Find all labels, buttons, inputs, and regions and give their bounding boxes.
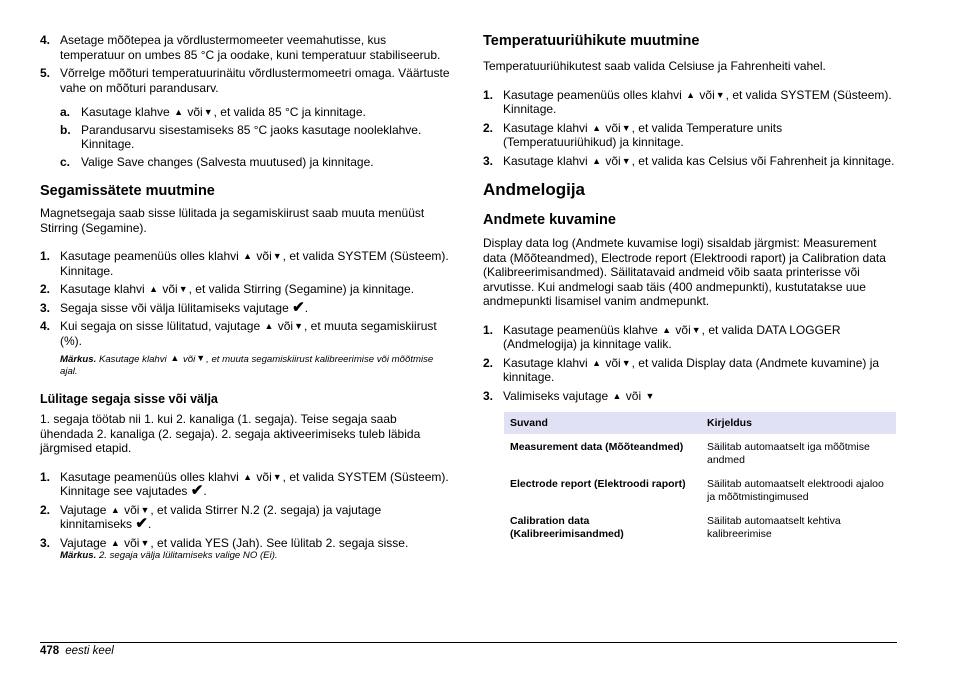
up-arrow-icon: ▲	[243, 251, 253, 261]
list-item: 2. Vajutage ▲ või▼, et valida Stirrer N.2 (2. segaja) ja vajutage kinnitamiseks ✔.	[40, 502, 382, 532]
table-header: Kirjeldus	[701, 412, 896, 434]
list-item: 3. Kasutage klahvi ▲ või▼, et valida kas Celsius või Fahrenheit ja kinnitage.	[483, 153, 895, 168]
sub-list-item: a. Kasutage klahve ▲ või▼, et valida 85 °C ja kinnitage.	[60, 105, 366, 119]
down-arrow-icon: ▼	[621, 357, 631, 368]
up-arrow-icon: ▲	[264, 321, 274, 331]
page-number: 478	[40, 645, 60, 657]
list-item: 4. Asetage mõõtepea ja võrdlustermomeeter veemahutisse, kus temperatuur on umbes 85 °C ja oodake, kuni temperatuur stabiliseerub.	[40, 33, 441, 62]
up-arrow-icon: ▲	[662, 324, 672, 335]
down-arrow-icon: ▼	[715, 89, 725, 100]
temperature-intro: Temperatuuriühikutest saab valida Celsiuse ja Fahrenheiti vahel.	[483, 59, 826, 73]
footer-divider	[40, 642, 897, 643]
down-arrow-icon: ▼	[621, 155, 631, 166]
up-arrow-icon: ▲	[149, 284, 158, 294]
table-cell: Calibration data (Kalibreerimisandmed)	[510, 515, 624, 540]
note: Märkus. Kasutage klahvi ▲ või▼, et muuta segamiskiirust kalibreerimise või mõõtmise ajal.	[60, 353, 434, 377]
up-arrow-icon: ▲	[686, 89, 696, 100]
list-item: 1. Kasutage peamenüüs olles klahvi ▲ või▼, et valida SYSTEM (Süsteem). Kinnitage see vajutades ✔.	[40, 469, 449, 499]
down-arrow-icon: ▼	[294, 321, 304, 331]
list-item: 5. Võrrelge mõõturi temperatuurinäitu võrdlustermomeetri omaga. Väärtuste vahe on mõõturi parandusarv.	[40, 66, 450, 95]
sub-list-item: b. Parandusarvu sisestamiseks 85 °C jaoks kasutage nooleklahve. Kinnitage.	[60, 122, 422, 151]
check-icon: ✔	[190, 482, 204, 499]
list-item: 2. Kasutage klahvi ▲ või▼, et valida Stirring (Segamine) ja kinnitage.	[40, 282, 415, 296]
left-column	[40, 33, 450, 562]
list-item: 1. Kasutage peamenüüs olles klahvi ▲ või▼, et valida SYSTEM (Süsteem). Kinnitage.	[483, 87, 892, 116]
up-arrow-icon: ▲	[174, 107, 183, 117]
up-arrow-icon: ▲	[592, 357, 601, 368]
table-cell: Säilitab automaatselt kehtiva kalibreerimise	[707, 515, 841, 540]
down-arrow-icon: ▼	[621, 122, 631, 133]
table-header: Suvand	[504, 412, 701, 434]
table-cell: Electrode report (Elektroodi raport)	[510, 478, 686, 490]
up-arrow-icon: ▲	[170, 353, 180, 363]
table-header-row	[504, 412, 896, 434]
up-arrow-icon: ▲	[612, 390, 622, 401]
list-item: 1. Kasutage peamenüüs olles klahvi ▲ või▼, et valida SYSTEM (Süsteem). Kinnitage.	[40, 249, 449, 278]
list-item: 4. Kui segaja on sisse lülitatud, vajutage ▲ või▼, et muuta segamiskiirust (%).	[40, 319, 437, 348]
down-arrow-icon: ▼	[272, 251, 282, 261]
right-column	[483, 33, 897, 545]
list-item: 3. Segaja sisse või välja lülitamiseks vajutage ✔.	[40, 298, 309, 316]
down-arrow-icon: ▼	[203, 107, 213, 117]
down-arrow-icon: ▼	[645, 390, 655, 401]
down-arrow-icon: ▼	[140, 504, 150, 515]
check-icon: ✔	[292, 298, 305, 316]
check-icon: ✔	[135, 515, 148, 532]
list-item: 3. Vajutage ▲ või▼, et valida YES (Jah). See lülitab 2. segaja sisse.	[40, 535, 409, 550]
up-arrow-icon: ▲	[110, 504, 120, 515]
sub-list-item: c. Valige Save changes (Salvesta muutused) ja kinnitage.	[60, 154, 374, 169]
mixing-intro: Magnetsegaja saab sisse lülitada ja segamiskiirust saab muuta menüüst Stirring (Segamine).	[40, 206, 425, 235]
note: Märkus. 2. segaja välja lülitamiseks valige NO (Ei).	[60, 550, 278, 561]
options-table	[504, 412, 896, 545]
down-arrow-icon: ▼	[272, 471, 282, 482]
switch-intro: 1. segaja töötab nii 1. kui 2. kanaliga (1. segaja). Teise segaja saab ühendada 2. kanaliga (2. segaja). 2. segaja aktiveerimiseks tuleb läbida järgmised etapid.	[40, 412, 421, 455]
up-arrow-icon: ▲	[243, 471, 253, 482]
subsection-heading-switch: Lülitage segaja sisse või välja	[40, 392, 218, 406]
up-arrow-icon: ▲	[110, 537, 120, 548]
down-arrow-icon: ▼	[196, 353, 206, 363]
view-data-intro: Display data log (Andmete kuvamise logi) sisaldab järgmist: Measurement data (Mõõteandmed), Electrode report (Elektroodi raport) ja Calibration data (Kalibreerimisandmed). Säilitatavaid andmeid võib saata printerisse või arvutisse. Kui andmelogi saab täis (400 andmepunkti), kustutatakse uue andmepunkti lisamisel vanim andmepunkt.	[483, 236, 886, 308]
list-item: 3. Valimiseks vajutage ▲ või ▼	[483, 388, 655, 403]
footer-language: eesti keel	[65, 645, 114, 657]
table-cell: Säilitab automaatselt iga mõõtmise andmed	[707, 441, 870, 466]
table-cell: Säilitab automaatselt elektroodi ajaloo ja mõõtmistingimused	[707, 478, 884, 503]
down-arrow-icon: ▼	[691, 324, 701, 335]
up-arrow-icon: ▲	[592, 122, 601, 133]
down-arrow-icon: ▼	[140, 537, 150, 548]
footer	[40, 644, 114, 659]
chapter-heading-datalogger: Andmelogija	[483, 180, 586, 199]
section-heading-temperature: Temperatuuriühikute muutmine	[483, 33, 700, 49]
table-row	[504, 471, 896, 508]
table-row	[504, 434, 896, 471]
section-heading-view-data: Andmete kuvamine	[483, 212, 616, 228]
table-row	[504, 508, 896, 545]
table-cell: Measurement data (Mõõteandmed)	[510, 441, 684, 453]
down-arrow-icon: ▼	[178, 284, 188, 294]
list-item: 1. Kasutage peamenüüs klahve ▲ või▼, et valida DATA LOGGER (Andmelogija) ja kinnitage valik.	[483, 322, 841, 351]
list-item: 2. Kasutage klahvi ▲ või▼, et valida Display data (Andmete kuvamine) ja kinnitage.	[483, 355, 880, 384]
list-item: 2. Kasutage klahvi ▲ või▼, et valida Temperature units (Temperatuuriühikud) ja kinnitage.	[483, 120, 783, 149]
section-heading-mixing: Segamissätete muutmine	[40, 183, 215, 199]
up-arrow-icon: ▲	[592, 155, 601, 166]
